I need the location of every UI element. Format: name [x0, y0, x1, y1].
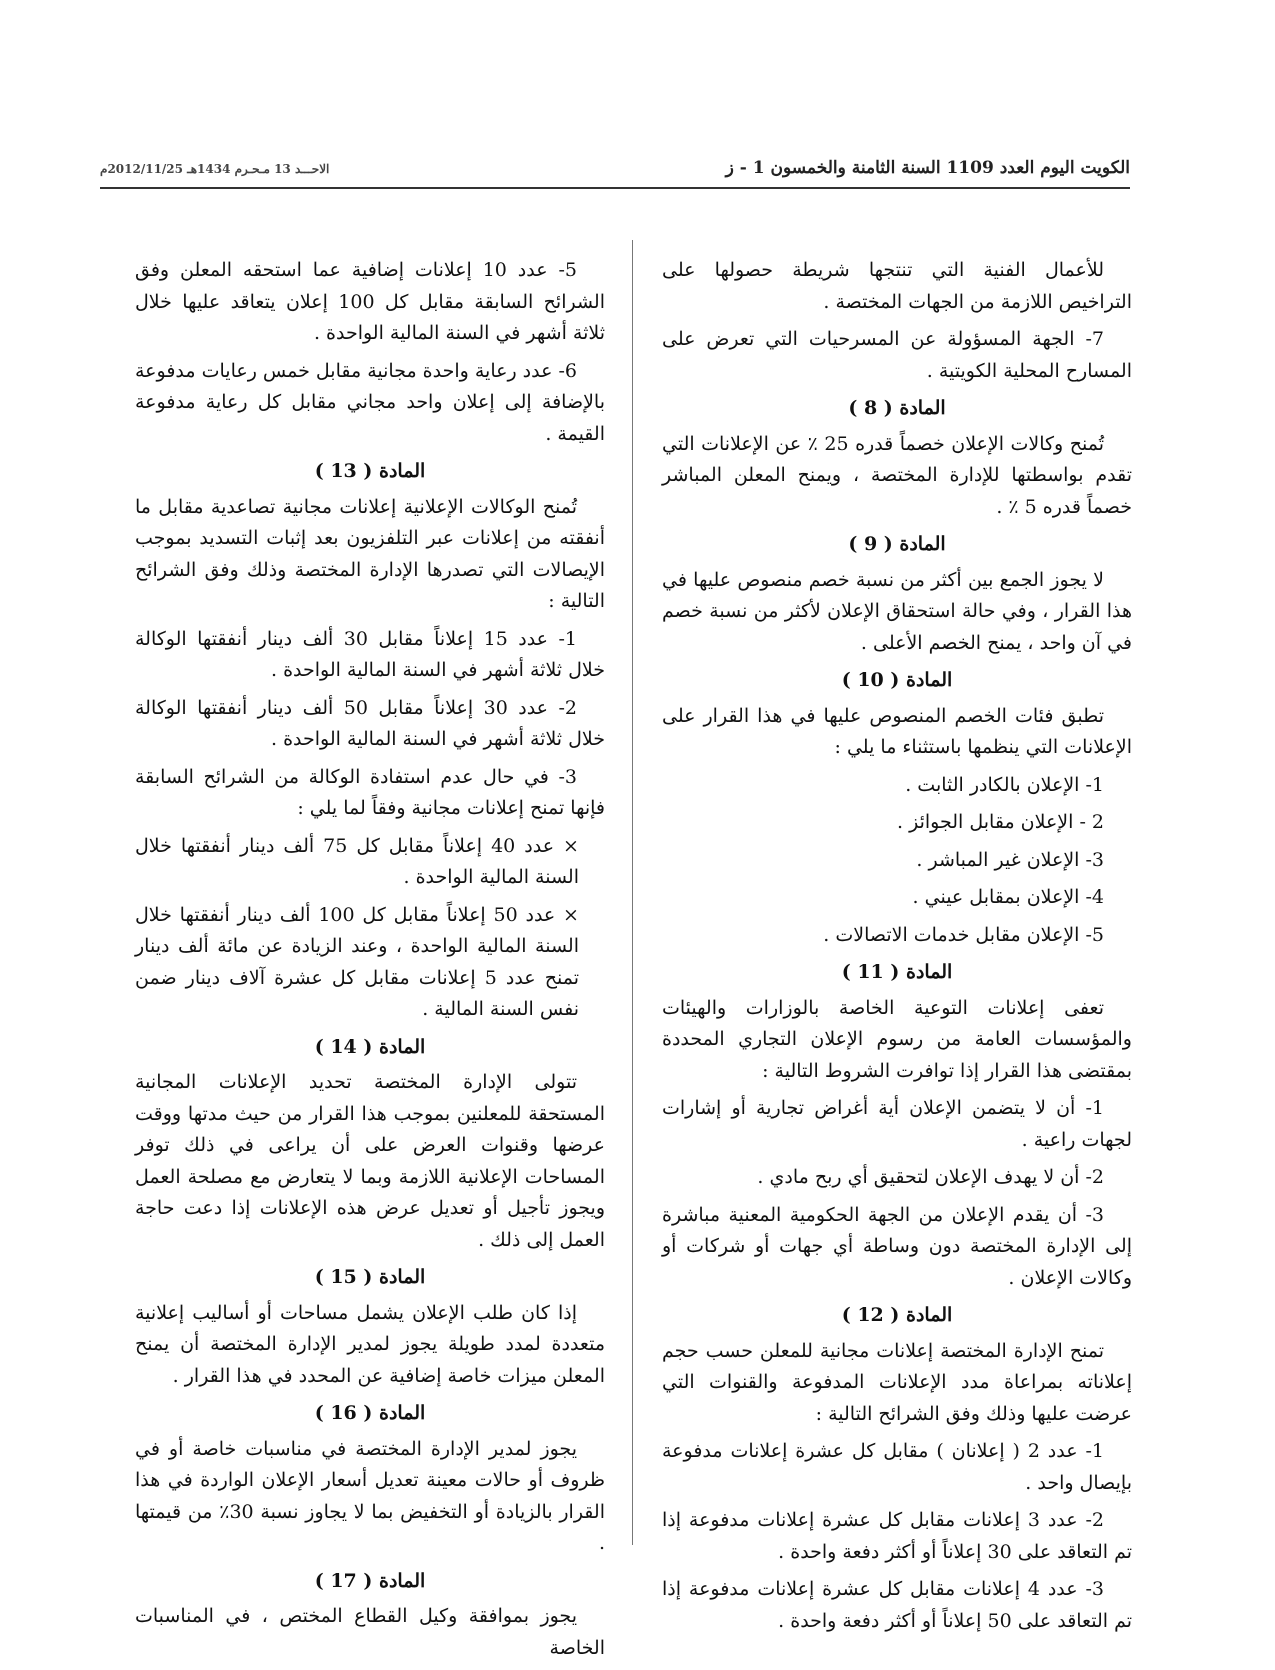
- list-item: 3- عدد 4 إعلانات مقابل كل عشرة إعلانات مدفوعة إذا تم التعاقد على 50 إعلاناً أو أكثر دفعة واحدة .: [662, 1578, 1132, 1632]
- article-heading: المادة ( 14 ): [314, 1035, 426, 1058]
- article-heading: المادة ( 13 ): [314, 460, 426, 482]
- list-item: 1- الإعلان بالكادر الثابت .: [905, 773, 1104, 796]
- paragraph: تطبق فئات الخصم المنصوص عليها في هذا القرار على الإعلانات التي ينظمها باستثناء ما يلي :: [662, 704, 1132, 758]
- paragraph: يجوز بموافقة وكيل القطاع المختص ، في المناسبات الخاصة: [135, 1605, 605, 1659]
- list-item: 1- عدد 15 إعلاناً مقابل 30 ألف دينار أنفقتها الوكالة خلال ثلاثة أشهر في السنة المالية الواحدة .: [135, 627, 605, 681]
- list-item: 5- الإعلان مقابل خدمات الاتصالات .: [823, 923, 1104, 946]
- header-title: الكويت اليوم العدد 1109 السنة الثامنة والخمسون 1 - ز: [725, 158, 1130, 178]
- paragraph: تتولى الإدارة المختصة تحديد الإعلانات المجانية المستحقة للمعلنين بموجب هذا القرار من حيث مدتها ووقت عرضها وقنوات العرض على أن يراعى في ذلك توفر المساحات الإعلانية اللازمة وبما لا يتعارض مع مصلحة العمل ويجوز تأجيل أو تعديل عرض هذه الإعلانات إذا دعت حاجة العمل إلى ذلك .: [135, 1071, 605, 1251]
- list-item: 2- عدد 3 إعلانات مقابل كل عشرة إعلانات مدفوعة إذا تم التعاقد على 30 إعلاناً أو أكثر دفعة واحدة .: [662, 1509, 1132, 1563]
- paragraph: تمنح الإدارة المختصة إعلانات مجانية للمعلن حسب حجم إعلاناته بمراعاة مدد الإعلانات المدفوعة والقنوات التي عرضت عليها وذلك وفق الشرائح التالية :: [662, 1339, 1132, 1425]
- header-rule: [100, 187, 1130, 189]
- list-item: 6- عدد رعاية واحدة مجانية مقابل خمس رعايات مدفوعة بالإضافة إلى إعلان واحد مجاني مقابل كل رعاية مدفوعة القيمة .: [135, 359, 605, 445]
- page-header: [100, 150, 1130, 186]
- list-item: 3- في حال عدم استفادة الوكالة من الشرائح السابقة فإنها تمنح إعلانات مجانية وفقاً لما يلي :: [135, 765, 605, 819]
- paragraph: لا يجوز الجمع بين أكثر من نسبة خصم منصوص عليها في هذا القرار ، وفي حالة استحقاق الإعلان لأكثر من نسبة خصم في آن واحد ، يمنح الخصم الأعلى .: [662, 568, 1132, 654]
- paragraph: للأعمال الفنية التي تنتجها شريطة حصولها على التراخيص اللازمة من الجهات المختصة .: [662, 259, 1132, 313]
- article-heading: المادة ( 8 ): [848, 397, 946, 419]
- list-item: 7- الجهة المسؤولة عن المسرحيات التي تعرض على المسارح المحلية الكويتية .: [662, 328, 1132, 382]
- list-item: 2- عدد 30 إعلاناً مقابل 50 ألف دينار أنفقتها الوكالة خلال ثلاثة أشهر في السنة المالية الواحدة .: [135, 696, 605, 750]
- sub-item: × عدد 50 إعلاناً مقابل كل 100 ألف دينار أنفقتها خلال السنة المالية الواحدة ، وعند الزيادة عن مائة ألف دينار تمنح عدد 5 إعلانات مقابل كل عشرة آلاف دينار ضمن نفس السنة المالية .: [135, 903, 579, 1020]
- column-divider: [632, 240, 633, 1545]
- list-item: 3- أن يقدم الإعلان من الجهة الحكومية المعنية مباشرة إلى الإدارة المختصة دون وساطة أي جهات أو شركات أو وكالات الإعلان .: [662, 1203, 1132, 1289]
- list-item: 1- عدد 2 ( إعلانان ) مقابل كل عشرة إعلانات مدفوعة بإيصال واحد .: [662, 1440, 1132, 1494]
- list-item: 3- الإعلان غير المباشر .: [916, 848, 1104, 871]
- sub-item: × عدد 40 إعلاناً مقابل كل 75 ألف دينار أنفقتها خلال السنة المالية الواحدة .: [135, 834, 579, 888]
- left-column: [135, 255, 605, 1670]
- paragraph: إذا كان طلب الإعلان يشمل مساحات أو أساليب إعلانية متعددة لمدد طويلة يجوز لمدير الإدارة المختصة أن يمنح المعلن ميزات خاصة إضافية عن المحدد في هذا القرار .: [135, 1301, 605, 1387]
- list-item: 2 - الإعلان مقابل الجوائز .: [897, 811, 1104, 833]
- paragraph: تُمنح وكالات الإعلان خصماً قدره 25 ٪ عن الإعلانات التي تقدم بواسطتها للإدارة المختصة ، ويمنح المعلن المباشر خصماً قدره 5 ٪ .: [662, 432, 1132, 518]
- header-date: الاحـــد 13 مـحـرم 1434هـ 2012/11/25م: [100, 162, 330, 176]
- article-heading: المادة ( 10 ): [841, 669, 953, 691]
- list-item: 5- عدد 10 إعلانات إضافية عما استحقه المعلن وفق الشرائح السابقة مقابل كل 100 إعلان يتعاقد عليها خلال ثلاثة أشهر في السنة المالية الواحدة .: [135, 259, 606, 344]
- article-heading: المادة ( 11 ): [841, 961, 953, 983]
- paragraph: تعفى إعلانات التوعية الخاصة بالوزارات والهيئات والمؤسسات العامة من رسوم الإعلان التجاري المحددة بمقتضى هذا القرار إذا توافرت الشروط التالية :: [662, 996, 1132, 1082]
- list-item: 2- أن لا يهدف الإعلان لتحقيق أي ربح مادي .: [757, 1166, 1104, 1188]
- article-heading: المادة ( 15 ): [314, 1266, 426, 1288]
- article-heading: المادة ( 17 ): [314, 1569, 426, 1592]
- article-heading: المادة ( 9 ): [848, 533, 946, 555]
- list-item: 1- أن لا يتضمن الإعلان أية أغراض تجارية أو إشارات لجهات راعية .: [662, 1097, 1132, 1151]
- article-heading: المادة ( 12 ): [841, 1304, 953, 1326]
- article-heading: المادة ( 16 ): [314, 1402, 426, 1424]
- list-item: 4- الإعلان بمقابل عيني .: [912, 886, 1104, 908]
- paragraph: تُمنح الوكالات الإعلانية إعلانات مجانية تصاعدية مقابل ما أنفقته من إعلانات عبر التلفزيون بعد إثبات التسديد بموجب الإيصالات التي تصدرها الإدارة المختصة وذلك وفق الشرائح التالية :: [135, 495, 605, 612]
- paragraph: يجوز لمدير الإدارة المختصة في مناسبات خاصة أو في ظروف أو حالات معينة تعديل أسعار الإعلان الواردة في هذا القرار بالزيادة أو التخفيض بما لا يجاوز نسبة 30٪ من قيمتها .: [135, 1437, 605, 1554]
- right-column: [662, 255, 1132, 1643]
